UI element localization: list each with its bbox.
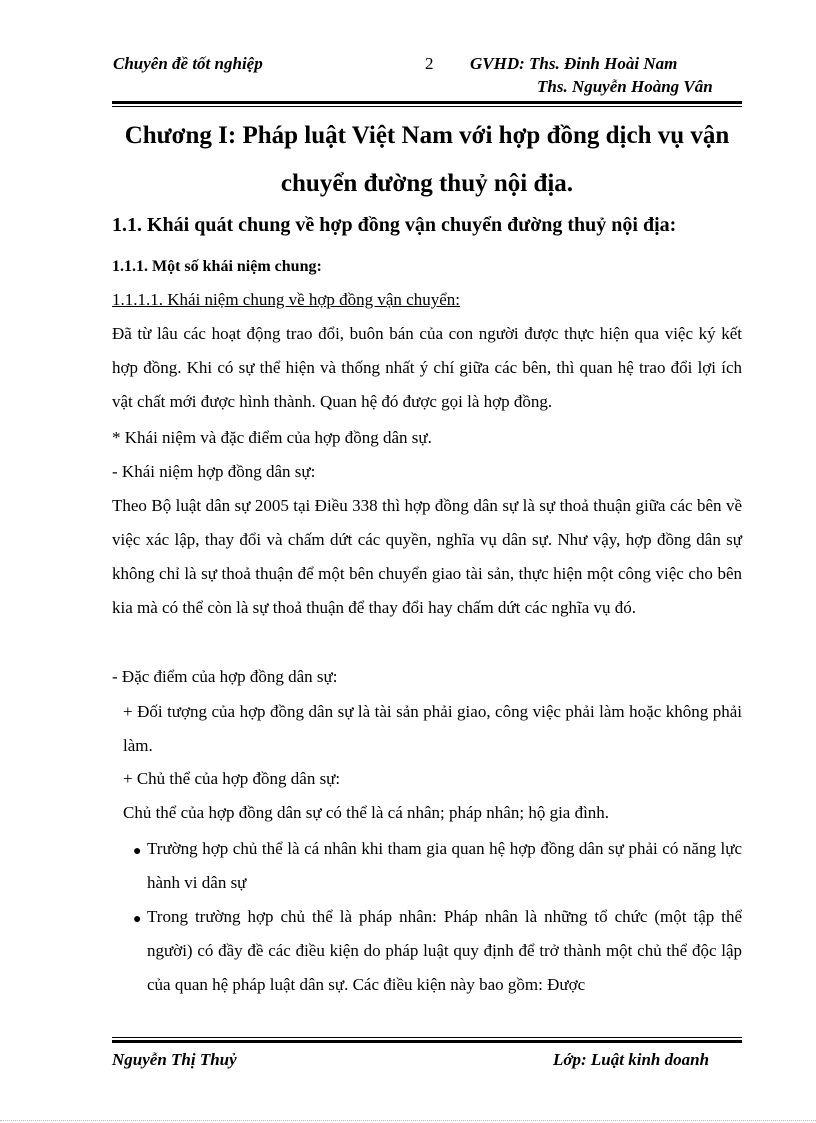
subject-text: Chủ thể của hợp đồng dân sự có thể là cá nhân; pháp nhân; hộ gia đình. [123,803,610,822]
chapter-title-line2: chuyển đường thuỷ nội địa. [280,170,574,197]
footer-rule-thick [112,1040,742,1043]
bullet-individual: Trường hợp chủ thể là cá nhân khi tham gia quan hệ hợp đồng dân sự phải có năng lực hành vi dân sự [147,839,742,892]
header-left-title: Chuyên đề tốt nghiệp [113,54,263,73]
footer-rule-thin [112,1037,742,1038]
page-bottom-divider [0,1120,816,1121]
footer-author: Nguyễn Thị Thuỷ [112,1050,237,1069]
concept-heading: - Khái niệm hợp đồng dân sự: [112,462,316,481]
paragraph-definition: Theo Bộ luật dân sự 2005 tại Điều 338 thì hợp đồng dân sự là sự thoả thuận giữa các bên về việc xác lập, thay đổi và chấm dứt các quyền, nghĩa vụ dân sự. Như vậy, hợp đồng dân sự không chỉ là sự thoả thuận để một bên chuyển giao tài sản, thực hiện một công việc cho bên kia mà có thể còn là sự thoả thuận để thay đổi hay chấm dứt các nghĩa vụ đó. [112,496,742,617]
paragraph-intro: Đã từ lâu các hoạt động trao đổi, buôn bán của con người được thực hiện qua việc ký kết hợp đồng. Khi có sự thể hiện và thống nhất ý chí giữa các bên, thì quan hệ trao đổi lợi ích vật chất mới được hình thành. Quan hệ đó được gọi là hợp đồng. [112,324,742,411]
plus-subject: + Chủ thể của hợp đồng dân sự: [123,769,341,788]
header-supervisor-1: GVHD: Ths. Đinh Hoài Nam [470,54,678,73]
bullet-legal-entity: Trong trường hợp chủ thể là pháp nhân: Pháp nhân là những tổ chức (một tập thể người) có đầy đề các điều kiện do pháp luật quy định để trở thành một chủ thể độc lập của quan hệ pháp luật dân sự. Các điều kiện này bao gồm: Được [147,907,742,994]
page-number: 2 [425,54,434,73]
footer-class: Lớp: Luật kinh doanh [553,1050,710,1069]
chapter-title-line1: Chương I: Pháp luật Việt Nam với hợp đồng dịch vụ vận [124,122,730,149]
section-heading-1-1-1: 1.1.1. Một số khái niệm chung: [112,258,322,275]
section-heading-1-1: 1.1. Khái quát chung về hợp đồng vận chuyển đường thuỷ nội địa: [112,214,677,236]
header-rule-thick [112,101,742,104]
header-rule-thin [112,106,742,107]
features-heading: - Đặc điểm của hợp đồng dân sự: [112,667,338,686]
star-heading: * Khái niệm và đặc điểm của hợp đồng dân sự. [112,428,432,447]
bullet-dot-1: ● [133,844,142,859]
header-supervisor-2: Ths. Nguyễn Hoàng Vân [537,77,713,96]
plus-object: + Đối tượng của hợp đồng dân sự là tài sản phải giao, công việc phải làm hoặc không phải làm. [123,702,742,755]
bullet-dot-2: ● [133,912,142,927]
section-heading-1-1-1-1: 1.1.1.1. Khái niệm chung về hợp đồng vận chuyển: [112,290,460,309]
